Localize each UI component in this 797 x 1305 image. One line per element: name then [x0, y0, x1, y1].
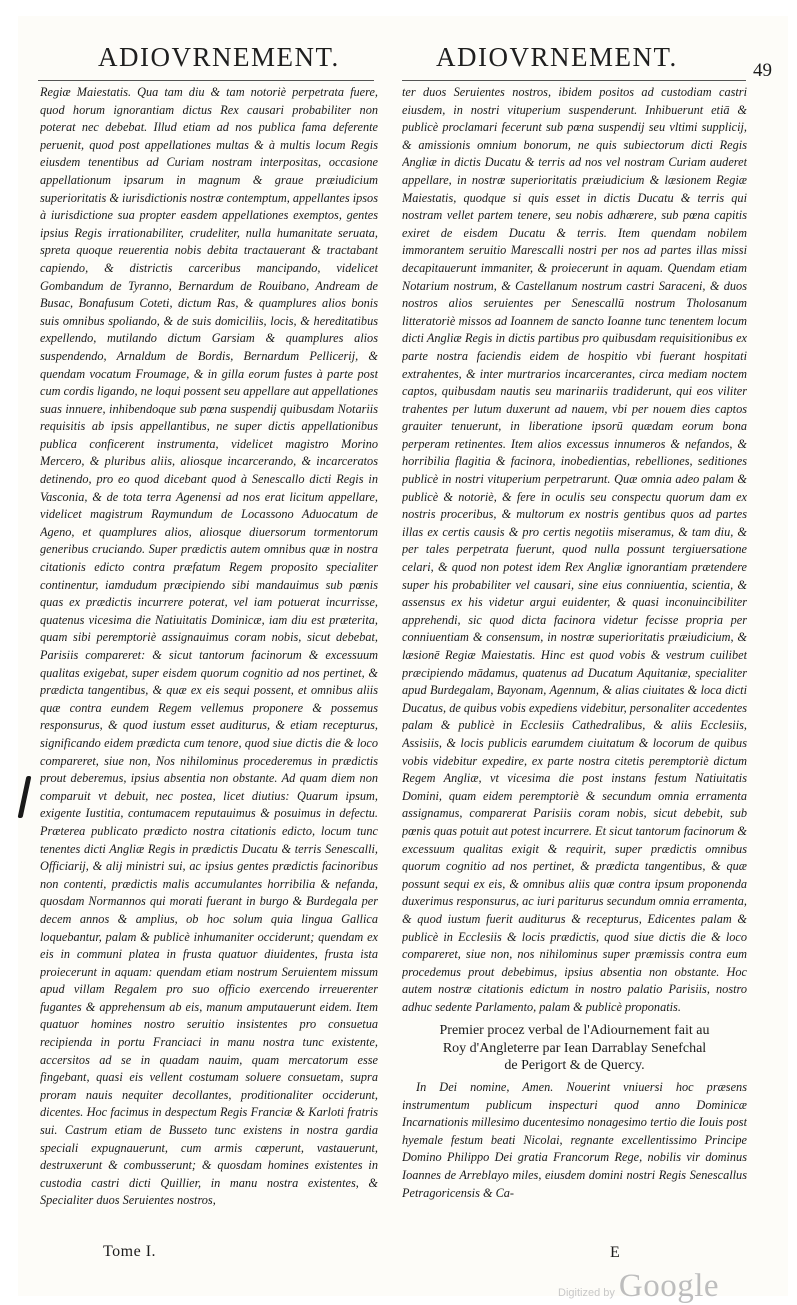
signature-mark: E — [610, 1244, 620, 1261]
right-column-text: ter duos Seruientes nostros, ibidem positos ad custodiam castri eiusdem, in nostri vituperium suspenderunt. Inhibuerunt etiā & publicè proclamari fecerunt sub pœna suspendij seu vltimi supplicij, & amissionis omnium bonorum, ne quis subiectorum dicti Regis Angliæ in dictis Ducatu & terris ad nos vel nostram Curiam auderet appellare, in nostræ superioritatis præiudicium & læsionem Regiæ Maiestatis, quodque si quis esset in dictis Ducatu & terris qui nostram vellet partem tenere, seu nobis adhærere, sub pœna capitis exiret de eisdem Ducatu & terris. Item quendam nobilem immorantem seruitio Marescalli nostri per nos ad partes illas missi decapitauerunt immaniter, & proiecerunt in aquam. Quendam etiam Notarium nostrum, & Castellanum nostrum castri Saraceni, & duos nostros alios seruientes per Senescallū nostrum Tholosanum litteratoriè missos ad Ioannem de sancto Ioanne tunc tenentem locum dicti Angliæ Regis in dictis partibus pro quibusdam requisitionibus ex parte nostra faciendis eidem de hospitio vbi fuerant hospitati extrahentes, & inter murtrarios incarcerantes, circa mediam noctem captos, quibusdam nautis seu marinariis tradiderunt, qui eos viliter trahentes per lutum duxerunt ad nauem, vbi per nouem dies captos grauiter tenuerunt, in liberatione ipsorū quædam eorum bona perperam retinentes. Item alios excessus innumeros & nefandos, & horribilia flagitia & facinora, inobedientias, rebelliones, seditiones publicè in nostri vituperium perpetrarunt. Quæ omnia adeo palam & publicè & notoriè, & fere in oculis seu conspectu quorum dam ex nostris proceribus, & multorum ex nostris gentibus quos ad partes illas ex certis causis & pro certis negotiis miseramus, & tam diu, & per tales perpetrata fuerunt, quod nulla possunt tergiuersatione celari, & quod non potest idem Rex Angliæ ignorantiam prætendere super his probabiliter vel causari, sine eius conniuentia, scientia, & assensus ex his videtur argui euidenter, & quasi inconuincibiliter apprehendi, sic quod dicta facinora videtur fecisse propria per conniuentiam & consensum, in nostræ superioritatis præiudicium, & læsionē Regiæ Maiestatis. Hinc est quod vobis & vestrum cuilibet præcipiendo mādamus, quatenus ad Ducatum Aquitaniæ, specialiter apud Burdegalam, Bayonam, Agennum, & alias ciuitates & loca dicti Ducatus, de quibus vobis expediens videbitur, personaliter accedentes palam & publicè in Ecclesiis Cathedralibus, & aliis Ecclesiis, Assisiis, & locis publicis earumdem ciuitatum & locorum de quibus vobis videbitur expedire, ex parte nostra citetis peremptoriè dictum Regem Angliæ, vt vicesima die post instans festum Natiuitatis Domini, quam eidem peremptoriè & secundum omnia erramenta assignamus, comparerat Parisiis coram nobis, sicut debebit, sub pœnis quas potuit aut potest incurrere. Et sicut tantorum facinorum & excessuum qualitas exigit & requirit, super prædictis omnibus quorum cognitio ad nos pertinet, & prædicta tangentibus, & quæ possunt sequi ex eis, & omnibus aliis quæ contra ipsum proponenda duxerimus responsurus, ac iuri pariturus secundum omnia erramenta, & quod iustum fuerit auditurus & recepturus, Edicentes palam & publicè in Ecclesiis & locis prædictis, quod siue dictis die & loco compareret, siue non, nos nihilominus super præmissis contra eum procedemus prout debebimus, ipsius absentia non obstante. Hoc autem nostræ citationis edictum in nostro palatio Parisiis, nostro adhuc sedente Parlamento, palam & publicè proponatis. — [402, 85, 747, 1014]
margin-mark — [18, 776, 32, 818]
section-heading-line: Roy d'Angleterre par Iean Darrablay Senefchal — [442, 1040, 707, 1056]
right-column-new-paragraph: In Dei nomine, Amen. Nouerint vniuersi hoc præsens instrumentum publicum inspecturi quod anno Dominicæ Incarnationis millesimo ducentesimo nonagesimo tertio die Iouis post hyemale festum beati Nicolai, regnante excellentissimo Principe Domino Philippo Dei gratia Francorum Rege, nobilis vir dominus Ioannes de Arreblayo miles, eiusdem domini nostri Regis Senescallus Petragoricensis & Ca- — [402, 1079, 747, 1200]
section-heading — [402, 1022, 747, 1075]
book-page — [18, 16, 788, 1304]
section-heading-line: Premier procez verbal de l'Adiournement fait au — [439, 1023, 710, 1039]
left-column — [40, 84, 378, 1239]
right-column — [402, 84, 747, 1249]
volume-label: Tome I. — [103, 1243, 157, 1260]
left-column-text: Regiæ Maiestatis. Qua tam diu & tam notoriè perpetrata fuere, quod horum ignorantiam dictus Rex causari probabiliter non poterat nec debebat. Illud etiam ad nos publica fama deferente peruenit, quod post appellationes multas & à multis locum Regis eiusdem tenentibus ad Curiam nostram interpositas, occasione appellationum ipsarum in magnum & graue præiudicium superioritatis & iurisdictionis nostræ contemptum, appellantes ipsos à iurisdictione sua propter easdem appellationes exemptos, gentes ipsius Regis irrationabiliter, crudeliter, nulla humanitate seruata, spreta quoque reuerentia nobis debita tractauerant & tractabant capiendo, & districtis carceribus mancipando, videlicet Gombandum de Tyranno, Bernardum de Rouibano, Andream de Busac, Bonafusum Coteti, dictum Ras, & quamplures alios bonis suis omnibus spoliando, & de suis domiciliis, locis, & hereditatibus expellendo, mutilando dictum Garsiam & quamplures alios suspendendo, Arnaldum de Bordis, Bernardum Pellicerij, & quendam vocatum Froumage, & in gilla eorum fustes à parte post cum cordis ligando, ne loqui possent seu appellare aut appellationes suas innuere, inhibendoque sub pœna suspendij quibusdam Notariis requisitis ab ipsis appellantibus, ne super dictis appellationibus publica conficerent instrumenta, videlicet magistro Morino Mercero, & pluribus aliis, aliosque incarcerando, & incarceratos detinendo, pro eo quod dicebant quod à Senescallo dicti Regis in Vasconia, & de tota terra Agenensi ad nos erat licitum appellare, videlicet magistrum Raymundum de Locassono Aduocatum de Ageno, et quamplures alios, aliosque diuersorum tormentorum generibus cruciando. Super prædictis autem omnibus quæ in nostra citationis edicto contra præfatum Regem proposito specialiter continentur, iamdudum præcipiendo sibi mandauimus sub pœnis quas ex prædictis incurrere poterat, vel iam potuerat incurrisse, quatenus vicesima die Natiuitatis Dominicæ, iam diu est præterita, quam sibi peremptoriè assignauimus coram nobis, sicut debebat, Parisiis compareret: & sicut tantorum facinorum & excessuum qualitas exigebat, super eisdem quorum cognitio ad nos pertinet, & prædicta tangentibus, & quæ ex eis sequi possent, et omnibus aliis quæ contra eundem Regem vellemus proponere & possemus responsurus, & quod iustum esset auditurus, & etiam recepturus, significando eidem prædicta cum tenore, quod siue dictis die & loco compareret, siue non, Nos nihilominus procederemus in prædictis prout deberemus, ipsius absentia non obstante. Ad quam diem non comparuit vt debuit, nec postea, licet diutius: Quarum ipsum, exigente Iustitia, contumacem reputauimus & posuimus in defectu. Præterea publicato prædicto nostra citationis edicto, locum tunc tenentes dicti Angliæ Regis in prædictis Ducatu & terris Senescalli, Officiarij, & alij ministri sui, ac ipsius gentes prædictis facinoribus non contenti, prædictis malis accumulantes horribilia & nefanda, quosdam Normannos qui morati fuerant in burgo & Burdegala per decem annos & amplius, ob hoc solum quia lingua Gallica loquebantur, palam & publicè inhumaniter occiderunt; quendam ex eis in communi platea in frusta quatuor diuidentes, frusta ista proiecerunt in aquam: quendam etiam nostrum Seruientem missum apud villam Regalem pro suo officio exercendo irreuerenter fugantes & apprehensum ab eis, manum amputauerunt eidem. Item quatuor homines nostro seruitio insistentes pro consuetua recipienda in portu Franciaci in manu nostra tunc existente, accersitos ad se in quadam nauim, quam mercatorum esse fingebant, quasi eis vellent costumam soluere consuetam, supra proram nauis nequiter decollantes, proditionaliter occiderunt, dicentes. Hoc facimus in despectum Regis Franciæ & Karloti fratris sui. Castrum etiam de Busseto tunc existens in nostra gardia speciali expugnauerunt, cum armis cœperunt, vastauerunt, destruxerunt & combusserunt; & quosdam homines existentes in custodia castri dicti Quillier, in manu nostra existentes, & Specialiter duos Seruientes nostros, — [40, 85, 378, 1208]
digitized-label: Digitized by — [558, 1287, 615, 1299]
header-rule-left — [38, 80, 374, 81]
header-rule-right — [402, 80, 746, 81]
page-number: 49 — [753, 60, 772, 81]
running-head-left: ADIOVRNEMENT. — [98, 42, 340, 72]
digitized-by-watermark — [558, 1268, 719, 1305]
running-head-right: ADIOVRNEMENT. — [436, 42, 678, 72]
google-logo: Google — [618, 1268, 720, 1304]
section-heading-line: de Perigort & de Quercy. — [504, 1058, 645, 1074]
